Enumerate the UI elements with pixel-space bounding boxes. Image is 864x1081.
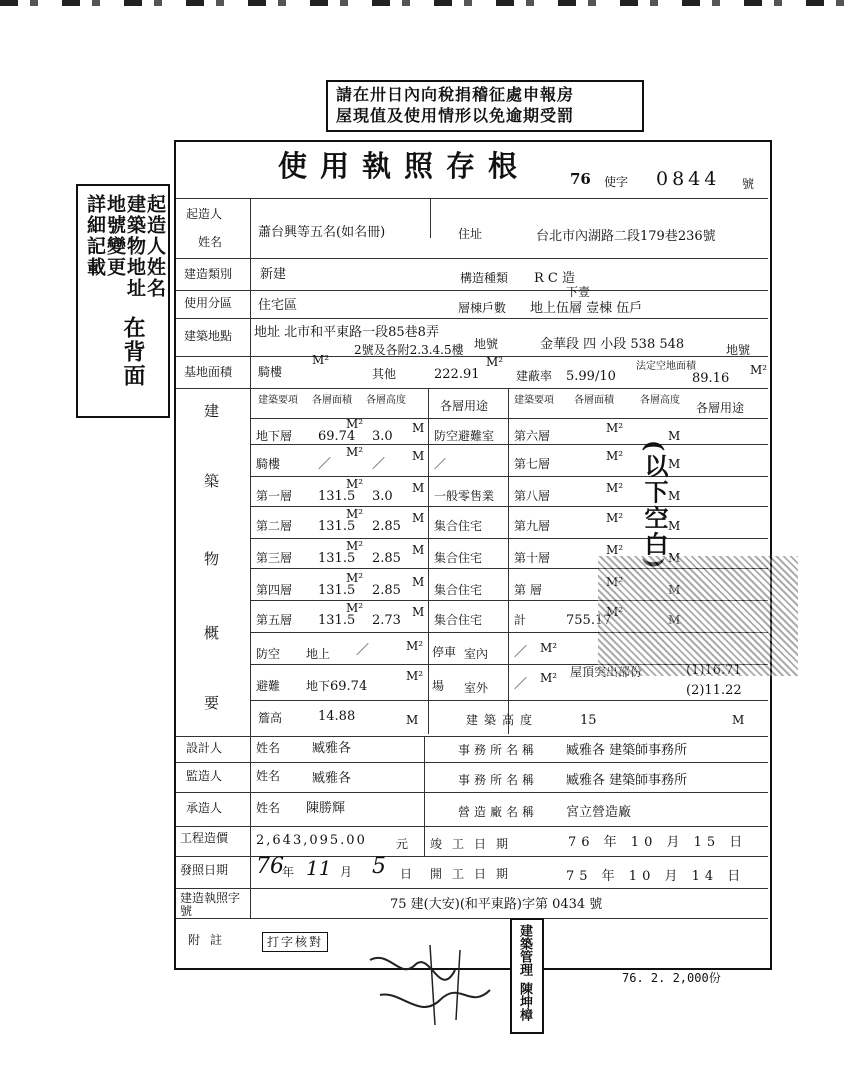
parking-label-1: 停車: [432, 645, 457, 659]
roof-value-1: (1)16.71: [686, 663, 742, 678]
floor-area-unit-right: M²: [606, 481, 624, 495]
floor-height: 2.73: [372, 613, 401, 628]
side-note-col-1: 起造人姓名: [144, 194, 166, 299]
arcade-unit: M²: [312, 353, 330, 367]
floor-area-unit: M²: [346, 445, 364, 459]
floor-height: 2.85: [372, 551, 401, 566]
supervisor-name-label: 姓名: [256, 769, 281, 783]
floor-use: 防空避難室: [434, 429, 495, 443]
issue-month-unit: 月: [340, 865, 353, 879]
head-right-use: 各層用途: [696, 401, 745, 415]
builder-name-label: 姓名: [198, 235, 223, 249]
supervisor-label: 監造人: [186, 769, 223, 783]
floors-value: 地上伍層 壹棟 伍戶: [530, 301, 643, 316]
designer-office: 臧雅各 建築師事務所: [566, 743, 688, 758]
issue-year: 76: [256, 854, 284, 879]
blank-below-note: (以下空白): [640, 440, 669, 571]
parking-indoor-value: ／: [514, 645, 528, 660]
permit-type: 使字: [604, 175, 629, 189]
form-title: 使用執照存根: [278, 149, 531, 183]
floor-name-right: 第 層: [514, 583, 542, 597]
floor-name: 第一層: [256, 489, 293, 503]
contractor-office: 宮立營造廠: [566, 805, 632, 820]
notice-line-1: 請在卅日內向稅捐稽征處申報房: [336, 85, 575, 104]
notice-line-2: 屋現值及使用情形以免逾期受罰: [336, 106, 575, 125]
floor-area-unit: M²: [346, 571, 364, 585]
official-seal: [510, 918, 544, 1034]
head-right-area: 各層面積: [574, 395, 614, 406]
cost-unit: 元: [396, 837, 409, 851]
floor-use: 集合住宅: [434, 613, 483, 627]
structure-value: R C 造: [534, 271, 575, 286]
area-label: 基地面積: [184, 365, 233, 379]
designer-office-label: 事務所名稱: [458, 743, 539, 757]
floor-area-unit-right: M²: [606, 449, 624, 463]
designer-name-label: 姓名: [256, 741, 281, 755]
eave-value: 14.88: [318, 709, 356, 724]
floor-height: ／: [372, 457, 386, 472]
builder-label: 起造人: [186, 207, 223, 221]
site-label: 建築地點: [184, 329, 233, 343]
floor-height-unit-right: M: [668, 613, 681, 627]
shelter-label-2: 避難: [256, 679, 281, 693]
contractor-label: 承造人: [186, 801, 223, 815]
parking-outdoor-label: 室外: [464, 681, 489, 695]
seal-line-1: 建築管理: [517, 924, 532, 976]
eave-unit: M: [406, 713, 419, 727]
parking-indoor-unit: M²: [540, 641, 558, 655]
floor-name-right: 第六層: [514, 429, 551, 443]
floor-area-unit-right: M²: [606, 605, 624, 619]
permit-value: 75 建(大安)(和平東路)字第 0434 號: [390, 897, 603, 912]
supervisor-office-label: 事務所名稱: [458, 773, 539, 787]
issue-label: 發照日期: [180, 863, 229, 877]
builder-name: 蕭台興等五名(如名冊): [258, 225, 386, 240]
parking-outdoor-unit: M²: [540, 671, 558, 685]
floor-area-unit: M²: [346, 539, 364, 553]
remark-label: 附註: [188, 933, 233, 947]
floor-name-right: 第七層: [514, 457, 551, 471]
supervisor-office: 臧雅各 建築師事務所: [566, 773, 688, 788]
floor-height-unit-right: M: [668, 583, 681, 597]
permit-number: 0844: [656, 168, 721, 190]
arcade-label: 騎樓: [258, 365, 283, 379]
issue-day-unit: 日: [400, 867, 413, 881]
floor-height-unit: M: [412, 421, 425, 435]
roof-value-2: (2)11.22: [686, 683, 742, 698]
building-height-value: 15: [580, 713, 597, 728]
head-left-height: 各層高度: [366, 395, 406, 406]
builder-address-label: 住址: [458, 227, 483, 241]
coverage-label: 建蔽率: [516, 369, 553, 383]
scan-edge: [0, 0, 864, 6]
legal-space-unit: M²: [750, 363, 768, 377]
side-note-col-5: 詳細記載: [84, 194, 106, 278]
eave-label: 簷高: [258, 711, 283, 725]
roof-label: 屋頂突出部份: [570, 665, 643, 679]
parking-outdoor-value: ／: [514, 677, 528, 692]
other-value: 222.91: [434, 367, 480, 382]
seal-line-3: 陳坤樟: [517, 982, 532, 1021]
floors-sub: 下壹: [566, 285, 591, 299]
coverage-value: 5.99/10: [566, 369, 616, 384]
floor-area-unit: M²: [346, 477, 364, 491]
floor-area: 69.74: [318, 429, 356, 444]
parking-label-2: 場: [432, 679, 445, 693]
floor-use: 集合住宅: [434, 519, 483, 533]
floor-height: 2.85: [372, 583, 401, 598]
legal-space-value: 89.16: [692, 371, 730, 386]
side-note-col-2: 建築物地址: [124, 194, 146, 299]
cost-label: 工程造價: [180, 831, 229, 845]
floor-height-unit: M: [412, 605, 425, 619]
designer-name: 臧雅各: [312, 741, 352, 756]
building-side-2: 築: [204, 472, 220, 490]
zoning-label: 使用分區: [184, 296, 233, 310]
floor-area: 131.5: [318, 489, 356, 504]
floor-height-unit: M: [412, 449, 425, 463]
site-address: 地址 北市和平東路一段85巷8弄: [254, 325, 439, 340]
completion-date: 76 年 10 月 15 日: [568, 835, 748, 850]
floor-name: 第三層: [256, 551, 293, 565]
side-note-col-4: 在背面: [120, 316, 146, 388]
floor-height-unit: M: [412, 543, 425, 557]
site-address-2: 2號及各附2.3.4.5樓: [354, 343, 464, 357]
floor-name-right: 計: [514, 613, 527, 627]
floor-name: 地下層: [256, 429, 293, 443]
lot-suffix: 地號: [726, 343, 751, 357]
legal-space-label: 法定空地面積: [636, 361, 696, 372]
floor-area-unit: M²: [346, 507, 364, 521]
build-type-label: 建造類別: [184, 267, 233, 281]
floor-height-unit: M: [412, 481, 425, 495]
lot-value: 金華段 四 小段 538 548: [540, 337, 685, 352]
floor-area-unit-right: M²: [606, 543, 624, 557]
floor-use: 一般零售業: [434, 489, 495, 503]
issue-month: 11: [306, 856, 332, 880]
floor-area-unit-right: M²: [606, 511, 624, 525]
shelter-below-value: 69.74: [330, 679, 368, 694]
print-note: 76. 2. 2,000份: [622, 971, 721, 985]
parking-indoor-label: 室內: [464, 647, 489, 661]
contractor-office-label: 營造廠名稱: [458, 805, 539, 819]
floor-height-unit: M: [412, 511, 425, 525]
floor-area-unit-right: M²: [606, 575, 624, 589]
permit-suffix: 號: [742, 177, 755, 191]
floor-height-unit-right: M: [668, 551, 681, 565]
contractor-name-label: 姓名: [256, 801, 281, 815]
head-left-use: 各層用途: [440, 399, 489, 413]
floor-height-unit-right: M: [668, 519, 681, 533]
floor-height: 3.0: [372, 429, 393, 444]
contractor-name: 陳勝輝: [306, 801, 346, 816]
floor-height-unit-right: M: [668, 489, 681, 503]
floor-height: 2.85: [372, 519, 401, 534]
floor-area: ／: [318, 457, 332, 472]
build-type-value: 新建: [260, 267, 287, 282]
floor-name: 騎樓: [256, 457, 281, 471]
floors-label: 層棟戶數: [458, 301, 507, 315]
building-side-3: 物: [204, 550, 220, 568]
issue-day: 5: [372, 854, 386, 879]
floor-height-unit-right: M: [668, 429, 681, 443]
permit-year: 76: [570, 170, 591, 188]
floor-area: 131.5: [318, 583, 356, 598]
shelter-above-value: ／: [356, 643, 370, 658]
floor-name-right: 第十層: [514, 551, 551, 565]
supervisor-name: 臧雅各: [312, 771, 352, 786]
cut-stamp-overlay: [598, 556, 798, 676]
other-unit: M²: [486, 355, 504, 369]
building-height-label: 建築高度: [466, 713, 539, 727]
floor-name-right: 第八層: [514, 489, 551, 503]
floor-area-unit: M²: [346, 601, 364, 615]
zoning-value: 住宅區: [258, 298, 298, 313]
proofread-box: 打字核對: [262, 932, 328, 952]
side-note-box: [76, 184, 170, 418]
signature-scribble: [360, 940, 510, 1030]
floor-name: 第五層: [256, 613, 293, 627]
shelter-below-label: 地下: [306, 679, 331, 693]
floor-area: 131.5: [318, 519, 356, 534]
building-side-5: 要: [204, 694, 220, 712]
completion-label: 竣工日期: [430, 837, 519, 851]
building-side-1: 建: [204, 402, 220, 420]
floor-name: 第二層: [256, 519, 293, 533]
floor-use: 集合住宅: [434, 583, 483, 597]
builder-address: 台北市內湖路二段179巷236號: [536, 229, 716, 244]
floor-area-unit: M²: [346, 417, 364, 431]
building-side-4: 概: [204, 624, 220, 642]
floor-area-unit-right: M²: [606, 421, 624, 435]
shelter-label-1: 防空: [256, 647, 281, 661]
side-note-col-3: 地號變更: [104, 194, 126, 278]
head-left-item: 建築要項: [258, 395, 298, 406]
shelter-above-unit: M²: [406, 639, 424, 653]
floor-area-right: 755.17: [566, 613, 612, 628]
start-label: 開工日期: [430, 867, 519, 881]
floor-height-unit-right: M: [668, 457, 681, 471]
designer-label: 設計人: [186, 741, 223, 755]
floor-height: 3.0: [372, 489, 393, 504]
lot-label: 地號: [474, 337, 499, 351]
floor-area: 131.5: [318, 613, 356, 628]
floor-use: ／: [434, 457, 447, 471]
start-date: 75 年 10 月 14 日: [566, 869, 746, 884]
floor-area: 131.5: [318, 551, 356, 566]
shelter-below-unit: M²: [406, 669, 424, 683]
floor-name: 第四層: [256, 583, 293, 597]
permit-label: 建造執照字號: [180, 891, 241, 918]
head-left-area: 各層面積: [312, 395, 352, 406]
building-height-unit: M: [732, 713, 745, 727]
cost-value: 2,643,095.00: [256, 833, 367, 848]
structure-label: 構造種類: [460, 271, 509, 285]
other-label: 其他: [372, 367, 397, 381]
floor-use: 集合住宅: [434, 551, 483, 565]
notice-box: [326, 80, 644, 132]
shelter-above-label: 地上: [306, 647, 331, 661]
floor-height-unit: M: [412, 575, 425, 589]
head-right-height: 各層高度: [640, 395, 680, 406]
head-right-item: 建築要項: [514, 395, 554, 406]
issue-year-unit: 年: [282, 865, 295, 879]
floor-name-right: 第九層: [514, 519, 551, 533]
